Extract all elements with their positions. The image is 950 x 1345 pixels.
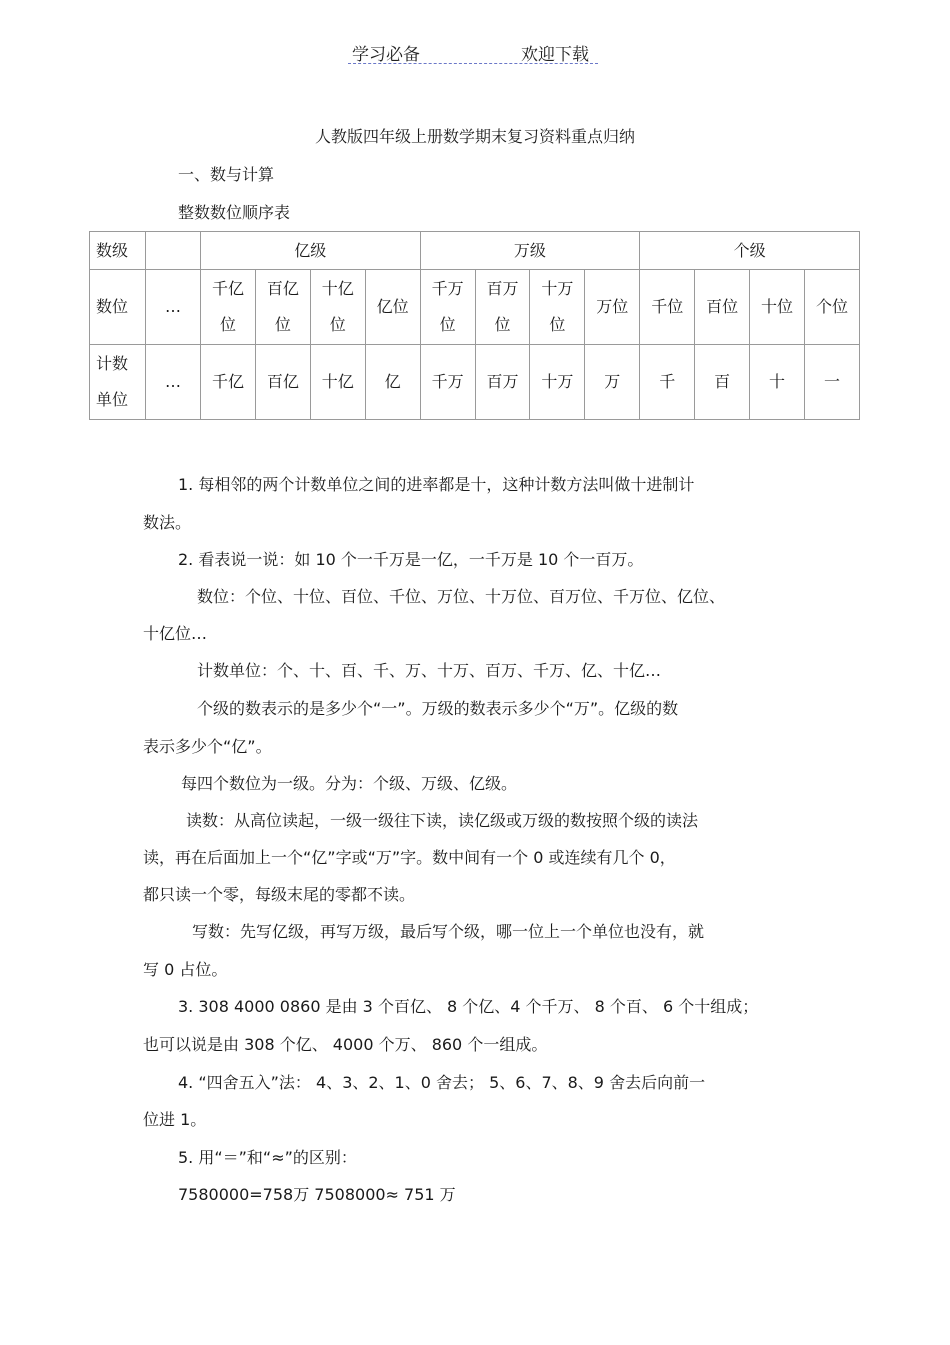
paragraph-line: 4. “四舍五入”法： 4、3、2、1、0 舍去； 5、6、7、8、9 舍去后向前一	[178, 1073, 706, 1092]
unit-cell: 十亿	[310, 345, 365, 420]
paragraph-line: 表示多少个“亿”。	[143, 737, 272, 756]
place-cell: 十万 位	[530, 270, 585, 345]
level-yi: 亿级	[201, 232, 421, 270]
unit-cell: 百	[695, 345, 750, 420]
header-left: 学习必备	[352, 45, 420, 65]
paragraph-line: 7580000=758万 7508000≈ 751 万	[178, 1185, 456, 1204]
place-cell: 千亿 位	[201, 270, 256, 345]
paragraph-line: 3. 308 4000 0860 是由 3 个百亿、 8 个亿、4 个千万、 8 个百、 6 个十组成；	[178, 997, 759, 1016]
unit-cell: 亿	[365, 345, 420, 420]
paragraph-line: 写 0 占位。	[143, 960, 228, 979]
table-row-places	[90, 270, 860, 345]
header-divider	[348, 63, 598, 64]
document-title: 人教版四年级上册数学期末复习资料重点归纳	[314, 127, 635, 146]
place-cell: 千万 位	[420, 270, 475, 345]
unit-cell: 百万	[475, 345, 530, 420]
place-value-table	[89, 231, 860, 420]
paragraph-line: 写数：先写亿级，再写万级，最后写个级，哪一位上一个单位也没有，就	[192, 922, 705, 941]
unit-cell: 一	[804, 345, 859, 420]
unit-cell: 千亿	[201, 345, 256, 420]
place-cell: 百万 位	[475, 270, 530, 345]
place-cell: 万位	[585, 270, 640, 345]
place-cell: 个位	[804, 270, 859, 345]
row-label-levels: 数级	[90, 232, 146, 270]
unit-cell: 百亿	[255, 345, 310, 420]
table-row-units	[90, 345, 860, 420]
table-caption: 整数数位顺序表	[178, 203, 291, 222]
paragraph-line: 都只读一个零，每级末尾的零都不读。	[143, 885, 416, 904]
place-cell: 亿位	[365, 270, 420, 345]
paragraph-line: 读数：从高位读起，一级一级往下读，读亿级或万级的数按照个级的读法	[186, 811, 699, 830]
ellipsis-cell: …	[146, 270, 201, 345]
place-cell: 十亿 位	[310, 270, 365, 345]
place-cell: 百位	[695, 270, 750, 345]
unit-cell: 千	[640, 345, 695, 420]
paragraph-line: 2. 看表说一说：如 10 个一千万是一亿，一千万是 10 个一百万。	[178, 550, 644, 569]
unit-cell: 万	[585, 345, 640, 420]
paragraph-line: 个级的数表示的是多少个“一”。万级的数表示多少个“万”。亿级的数	[197, 699, 679, 718]
paragraph-line: 每四个数位为一级。分为：个级、万级、亿级。	[181, 774, 518, 793]
unit-cell: 千万	[420, 345, 475, 420]
place-cell: 千位	[640, 270, 695, 345]
row-label-places: 数位	[90, 270, 146, 345]
table-row-levels	[90, 232, 860, 270]
level-wan: 万级	[420, 232, 640, 270]
row-label-units: 计数 单位	[90, 345, 146, 420]
place-cell: 十位	[750, 270, 805, 345]
paragraph-line: 也可以说是由 308 个亿、 4000 个万、 860 个一组成。	[143, 1035, 548, 1054]
section-heading: 一、数与计算	[178, 165, 275, 184]
paragraph-line: 1. 每相邻的两个计数单位之间的进率都是十，这种计数方法叫做十进制计	[178, 475, 695, 494]
paragraph-line: 计数单位：个、十、百、千、万、十万、百万、千万、亿、十亿…	[197, 661, 662, 680]
paragraph-line: 数位：个位、十位、百位、千位、万位、十万位、百万位、千万位、亿位、	[197, 587, 726, 606]
paragraph-line: 读，再在后面加上一个“亿”字或“万”字。数中间有一个 0 或连续有几个 0，	[143, 848, 676, 867]
paragraph-line: 十亿位…	[143, 624, 208, 643]
empty-cell	[146, 232, 201, 270]
unit-cell: 十万	[530, 345, 585, 420]
header-right: 欢迎下载	[521, 45, 589, 65]
paragraph-line: 5. 用“＝”和“≈”的区别：	[178, 1148, 357, 1167]
paragraph-line: 位进 1。	[143, 1110, 207, 1129]
ellipsis-cell: …	[146, 345, 201, 420]
unit-cell: 十	[750, 345, 805, 420]
place-cell: 百亿 位	[255, 270, 310, 345]
level-ge: 个级	[640, 232, 860, 270]
paragraph-line: 数法。	[143, 513, 192, 532]
